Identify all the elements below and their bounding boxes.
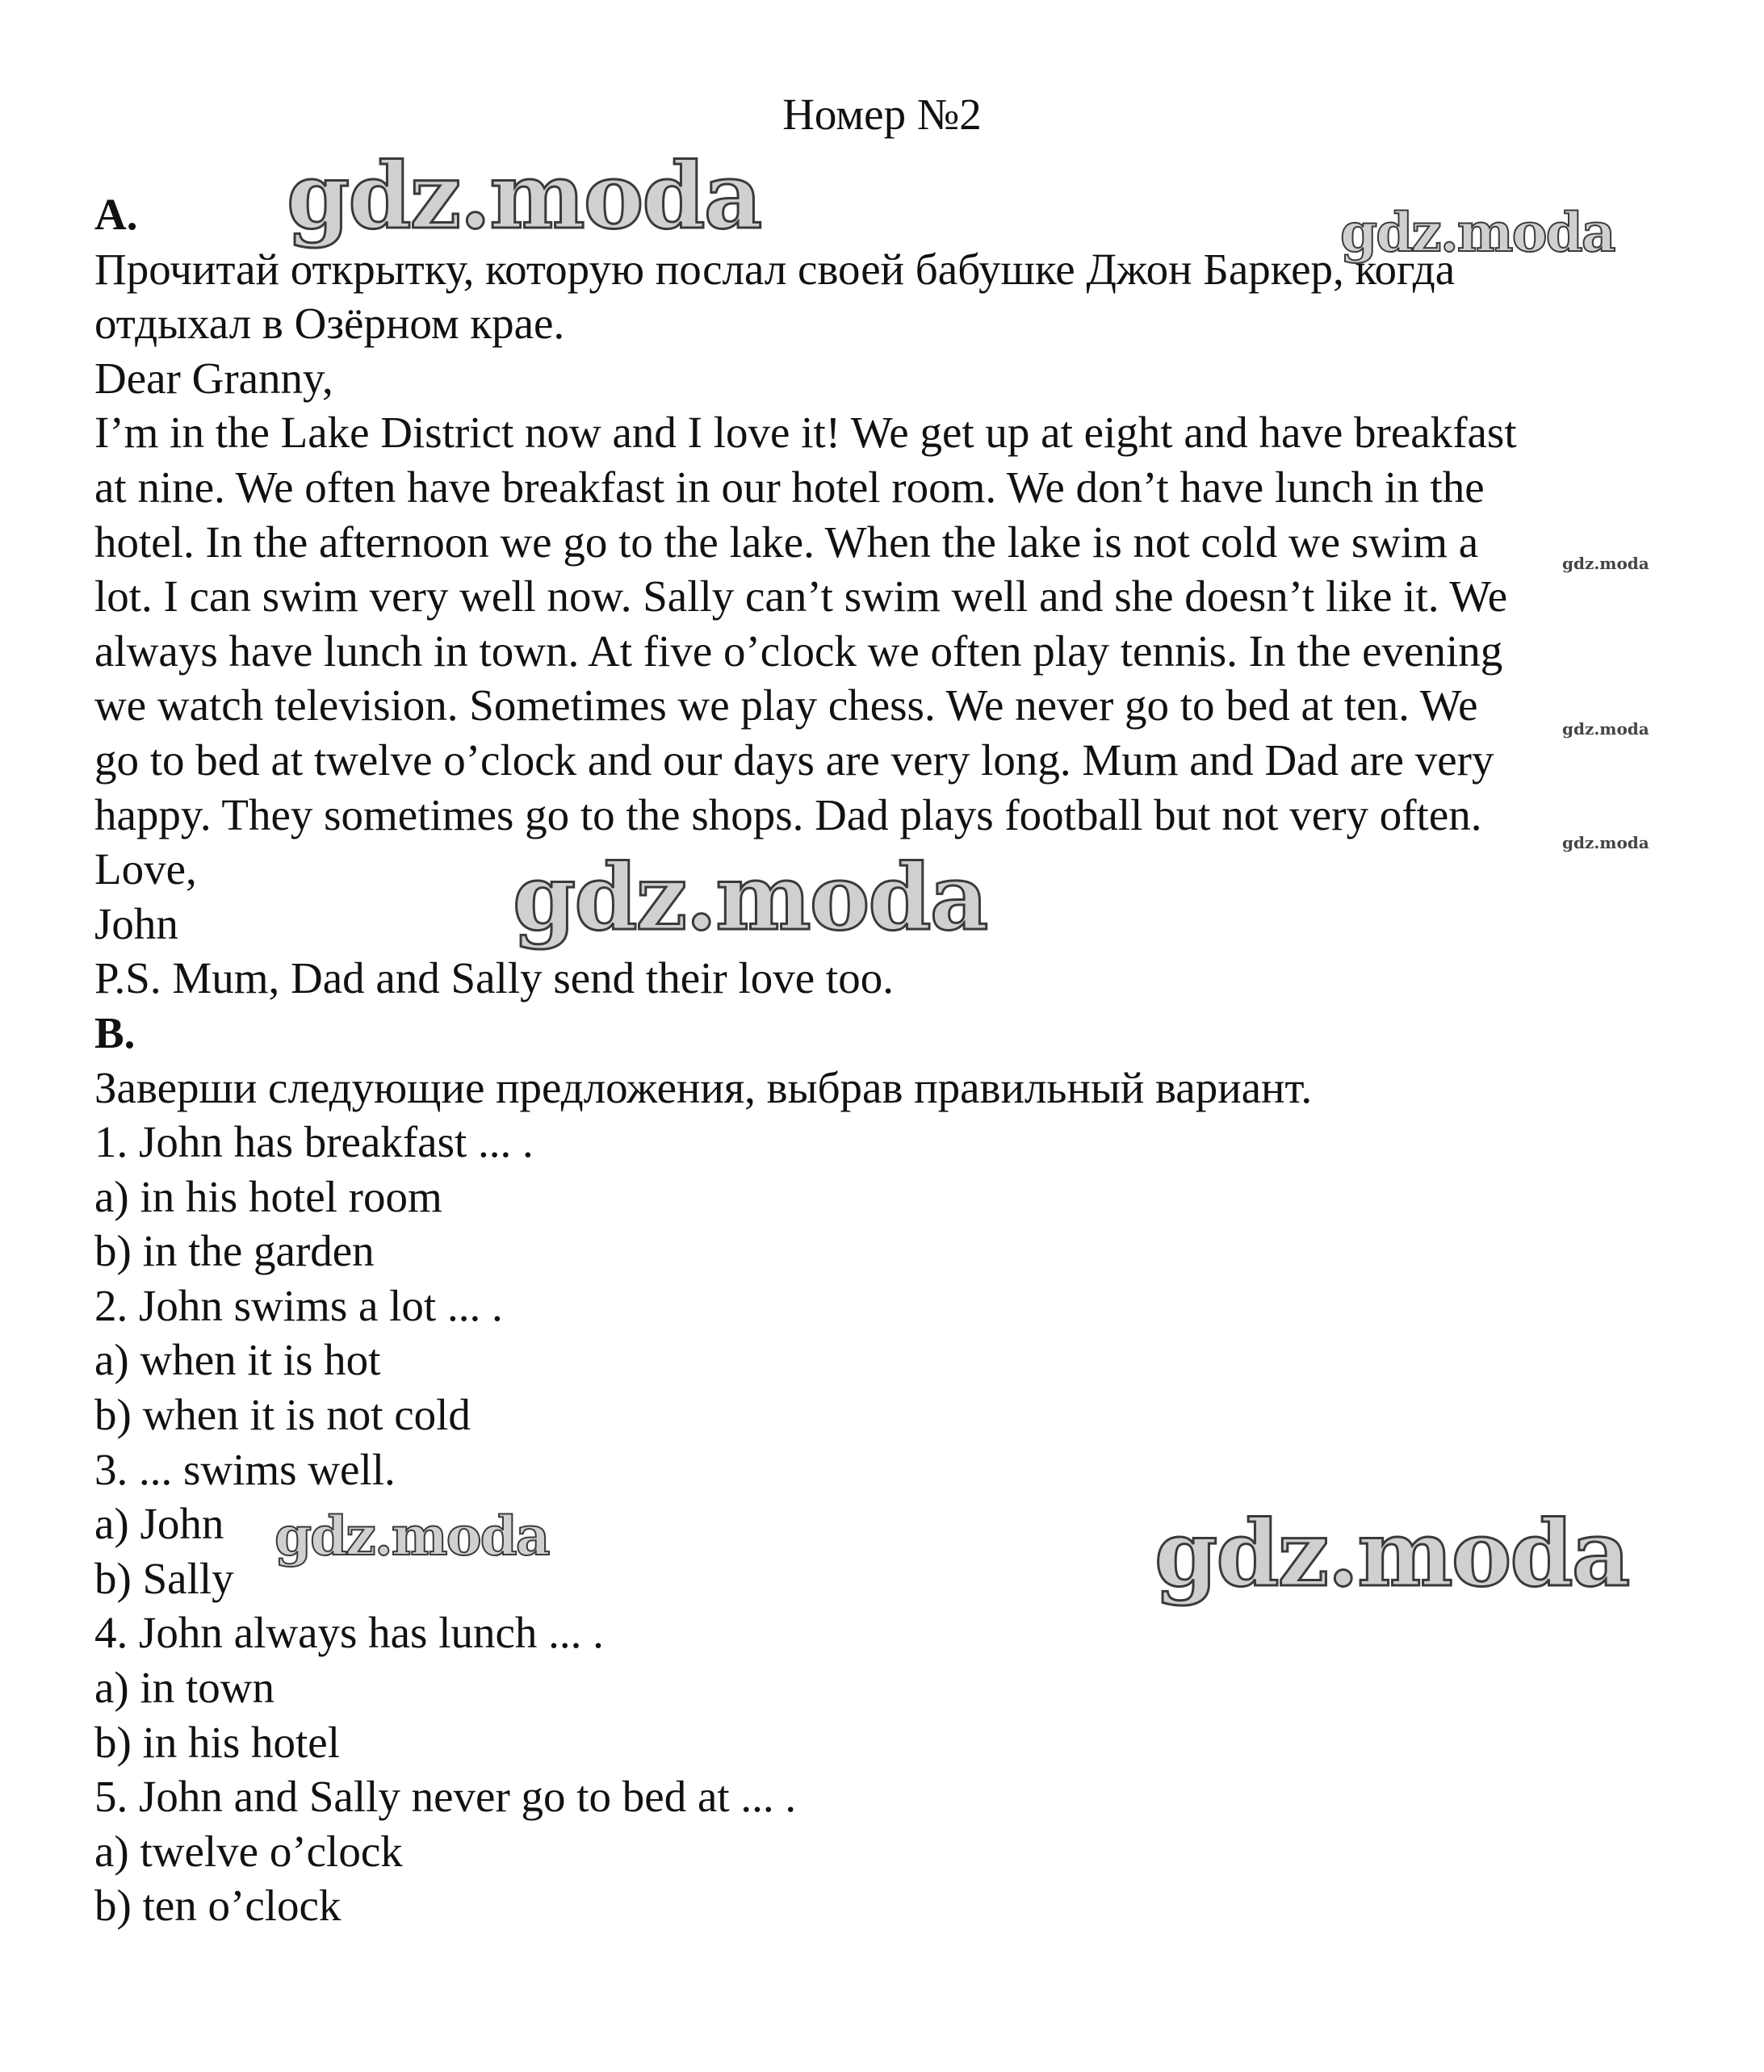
question-2-option-a: a) when it is hot	[94, 1335, 381, 1385]
question-1-option-a: a) in his hotel room	[94, 1171, 442, 1221]
section-a-line: отдыхал в Озёрном крае.	[94, 299, 565, 349]
letter-line: we watch television. Sometimes we play chess. We never go to bed at ten. We	[94, 680, 1478, 730]
question-5: 5. John and Sally never go to bed at ... .	[94, 1772, 797, 1822]
question-3: 3. ... swims well.	[94, 1444, 396, 1494]
question-4: 4. John always has lunch ... .	[94, 1608, 604, 1658]
letter-closing: Love,	[94, 844, 197, 894]
letter-line: I’m in the Lake District now and I love it! We get up at eight and have breakfast	[94, 408, 1517, 458]
letter-greeting: Dear Granny,	[94, 353, 333, 403]
watermark: gdz.moda	[1154, 1501, 1629, 1607]
watermark: gdz.moda	[274, 1505, 549, 1568]
question-1: 1. John has breakfast ... .	[94, 1117, 534, 1167]
watermark: gdz.moda	[287, 144, 761, 249]
section-b-label: В.	[94, 1007, 136, 1057]
letter-line: always have lunch in town. At five o’clock we often play tennis. In the evening	[94, 626, 1503, 676]
watermark: gdz.moda	[1562, 554, 1649, 573]
question-3-option-a: a) John	[94, 1499, 224, 1549]
watermark: gdz.moda	[1562, 719, 1649, 739]
question-3-option-b: b) Sally	[94, 1553, 234, 1603]
watermark: gdz.moda	[1562, 833, 1649, 852]
watermark: gdz.moda	[1340, 201, 1615, 264]
question-1-option-b: b) in the garden	[94, 1226, 375, 1276]
letter-postscript: P.S. Mum, Dad and Sally send their love too.	[94, 953, 894, 1003]
document-body	[94, 187, 1677, 1933]
section-b-instruction: Заверши следующие предложения, выбрав правильный вариант.	[94, 1062, 1313, 1112]
question-5-option-b: b) ten o’clock	[94, 1881, 341, 1931]
question-4-option-b: b) in his hotel	[94, 1717, 341, 1767]
section-a-line: Прочитай открытку, которую послал своей бабушке Джон Баркер, когда	[94, 244, 1456, 294]
question-5-option-a: a) twelve o’clock	[94, 1826, 403, 1876]
letter-line: happy. They sometimes go to the shops. Dad plays football but not very often.	[94, 789, 1482, 839]
question-4-option-a: a) in town	[94, 1663, 275, 1713]
section-a-label: А.	[94, 190, 138, 239]
letter-signature: John	[94, 898, 178, 948]
question-2: 2. John swims a lot ... .	[94, 1280, 503, 1330]
question-2-option-b: b) when it is not cold	[94, 1390, 471, 1440]
letter-line: at nine. We often have breakfast in our hotel room. We don’t have lunch in the	[94, 462, 1485, 512]
letter-line: lot. I can swim very well now. Sally can’t swim well and she doesn’t like it. We	[94, 571, 1508, 622]
letter-line: go to bed at twelve o’clock and our days are very long. Mum and Dad are very	[94, 735, 1494, 785]
letter-line: hotel. In the afternoon we go to the lake. When the lake is not cold we swim a	[94, 517, 1479, 567]
watermark: gdz.moda	[513, 845, 987, 951]
page-title: Номер №2	[782, 90, 982, 139]
